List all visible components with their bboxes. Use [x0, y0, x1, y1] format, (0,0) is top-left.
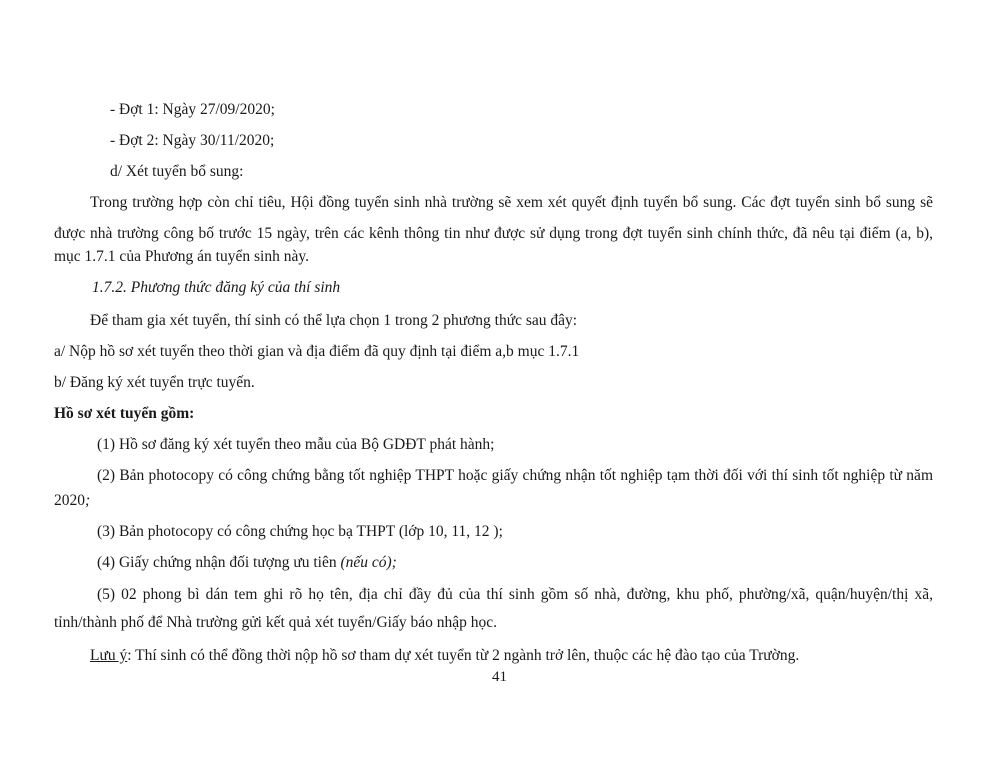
method-a: a/ Nộp hồ sơ xét tuyển theo thời gian và địa điểm đã quy định tại điểm a,b mục 1.7.1 [54, 343, 580, 360]
dossier-item-4 [97, 554, 397, 572]
dossier-item-1: (1) Hồ sơ đăng ký xét tuyển theo mẫu của Bộ GDĐT phát hành; [97, 436, 495, 453]
supplementary-paragraph-line-1: Trong trường hợp còn chỉ tiêu, Hội đồng tuyển sinh nhà trường sẽ xem xét quyết định tuyển bổ sung. Các đợt tuyển sinh bổ sung sẽ [90, 194, 933, 211]
supplementary-paragraph-line-3: mục 1.7.1 của Phương án tuyển sinh này. [54, 248, 309, 265]
dossier-item-5-line-2: tỉnh/thành phố để Nhà trường gửi kết quả xét tuyển/Giấy báo nhập học. [54, 614, 497, 631]
dossier-item-4-text: (4) Giấy chứng nhận đối tượng ưu tiên [97, 554, 341, 571]
supplementary-heading: d/ Xét tuyển bổ sung: [110, 163, 244, 180]
section-heading-1-7-2: 1.7.2. Phương thức đăng ký của thí sinh [92, 279, 341, 296]
registration-intro: Để tham gia xét tuyển, thí sinh có thể lựa chọn 1 trong 2 phương thức sau đây: [90, 312, 578, 329]
dossier-item-2-year: 2020 [54, 492, 85, 509]
dossier-item-4-suffix: (nếu có); [340, 554, 397, 571]
note-line [90, 647, 799, 665]
dot-2-date: - Đợt 2: Ngày 30/11/2020; [110, 132, 275, 149]
dossier-item-5-line-1: (5) 02 phong bì dán tem ghi rõ họ tên, địa chỉ đầy đủ của thí sinh gồm số nhà, đường, khu phố, phường/xã, quận/huyện/thị xã, [97, 586, 933, 603]
dossier-item-2-line-2 [54, 492, 90, 510]
dot-1-date: - Đợt 1: Ngày 27/09/2020; [110, 101, 275, 118]
page-number: 41 [492, 669, 507, 685]
dossier-item-2-suffix: ; [85, 492, 91, 509]
dossier-item-2-line-1: (2) Bản photocopy có công chứng bằng tốt nghiệp THPT hoặc giấy chứng nhận tốt nghiệp tạm thời đối với thí sinh tốt nghiệp từ năm [97, 467, 933, 484]
supplementary-paragraph-line-2: được nhà trường công bố trước 15 ngày, trên các kênh thông tin như được sử dụng trong đợt tuyển sinh chính thức, đã nêu tại điểm (a, b), [54, 225, 933, 242]
note-label: Lưu ý [90, 647, 128, 664]
dossier-heading: Hồ sơ xét tuyển gồm: [54, 405, 195, 422]
note-text: : Thí sinh có thể đồng thời nộp hồ sơ tham dự xét tuyển từ 2 ngành trở lên, thuộc các hệ đào tạo của Trường. [127, 647, 800, 664]
dossier-item-3: (3) Bản photocopy có công chứng học bạ THPT (lớp 10, 11, 12 ); [97, 523, 503, 540]
method-b: b/ Đăng ký xét tuyển trực tuyến. [54, 374, 255, 391]
